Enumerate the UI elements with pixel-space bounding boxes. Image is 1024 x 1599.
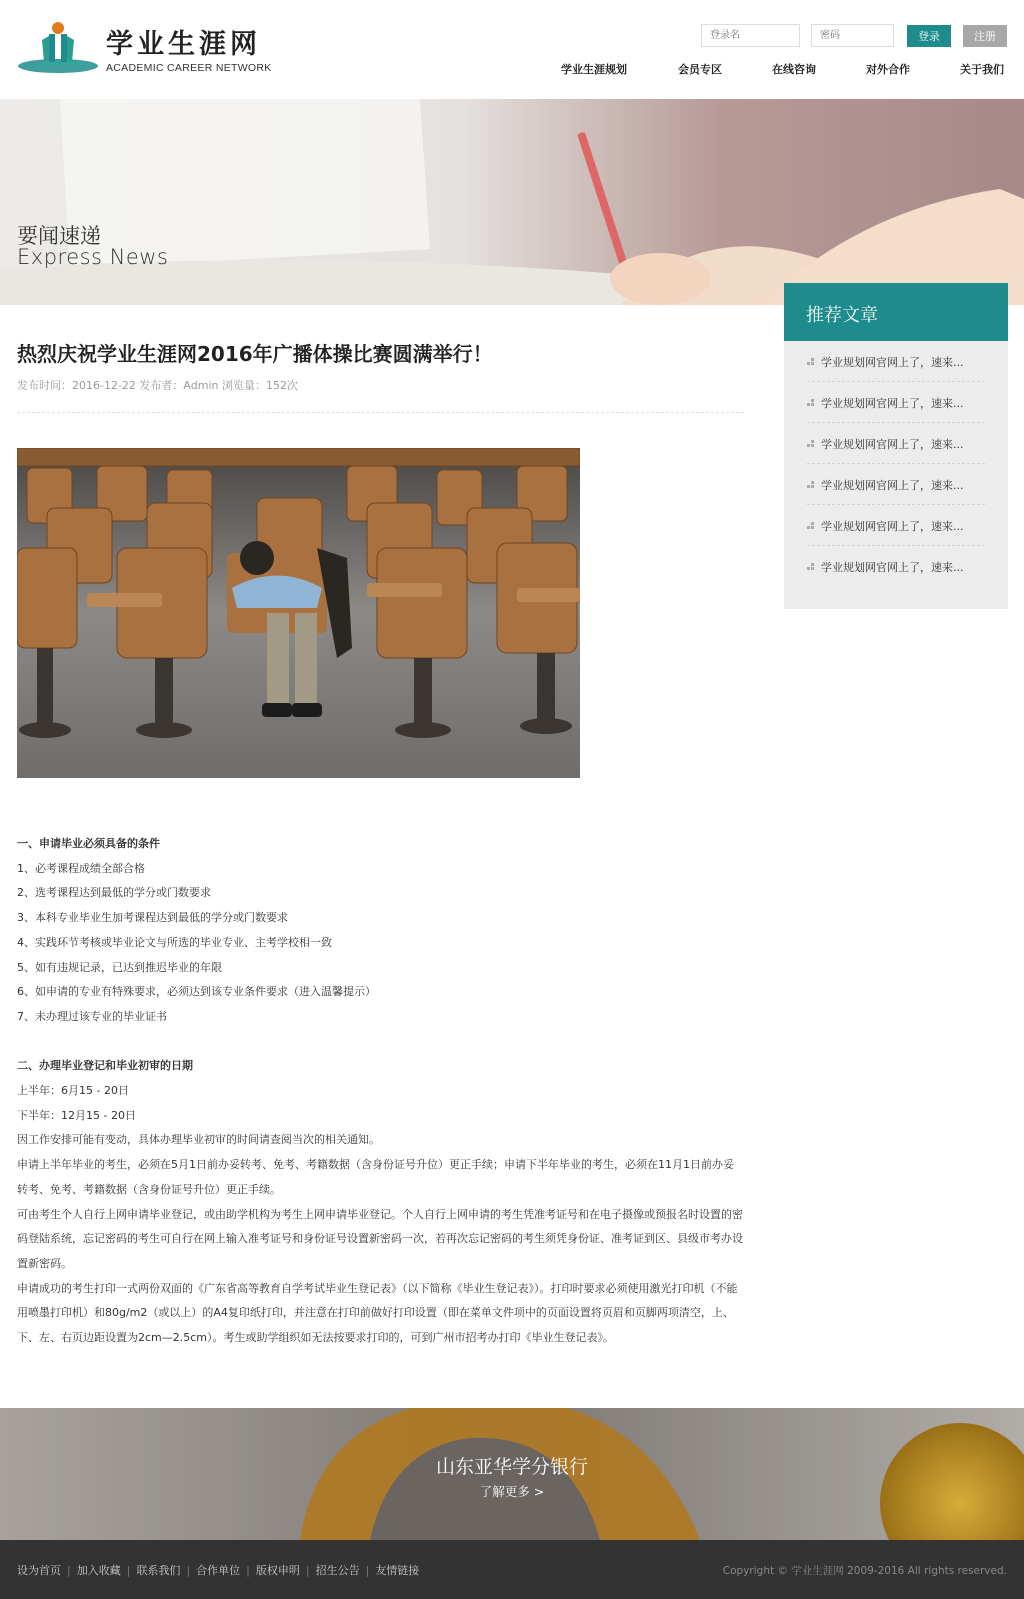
section-heading: 一、申请毕业必须具备的条件: [17, 837, 160, 850]
footer-link-favorite[interactable]: 加入收藏: [76, 1564, 121, 1577]
paragraph: 可由考生个人自行上网申请毕业登记，或由助学机构为考生上网申请毕业登记。个人自行上网申请的考生凭准考证号和在电子摄像或预报名时设置的密码登陆系统，忘记密码的考生可自行在网上输入准考证号和身份证号设置新密码一次，若再次忘记密码的考生须凭身份证、准考证到区、县级市考办设置新密码。: [17, 1207, 743, 1270]
paragraph: 申请上半年毕业的考生，必须在5月1日前办妥转考、免考、考籍数据（含身份证号升位）更正手续；申请下半年毕业的考生，必须在11月1日前办妥转考、免考、考籍数据（含身份证号升位）更正手续。: [17, 1158, 734, 1196]
recommended-item-label: 学业规划网官网上了，速来...: [821, 438, 964, 451]
learn-more-link[interactable]: 了解更多 >: [479, 1484, 545, 1499]
bullet-icon: [807, 522, 815, 530]
promo-banner[interactable]: [0, 1408, 1024, 1540]
hero-banner: [0, 99, 1024, 305]
classroom-photo: [17, 448, 580, 778]
site-footer: [0, 1540, 1024, 1599]
paragraph: 上半年：6月15 - 20日: [17, 1084, 129, 1098]
main-nav: [0, 61, 1024, 79]
recommended-item-label: 学业规划网官网上了，速来...: [821, 520, 964, 533]
nav-item-consult[interactable]: 在线咨询: [772, 63, 816, 76]
bullet-icon: [807, 481, 815, 489]
promo-title: 山东亚华学分银行: [435, 1456, 588, 1478]
bullet-icon: [807, 563, 815, 571]
site-header: [0, 0, 1024, 99]
article-photo: [17, 448, 580, 778]
footer-link-admissions[interactable]: 招生公告: [315, 1564, 360, 1577]
recommended-item[interactable]: [807, 546, 985, 587]
condition-item: 1、必考课程成绩全部合格: [17, 861, 145, 875]
banner-title-en: Express News: [17, 245, 169, 269]
recommended-item[interactable]: [807, 382, 985, 423]
separator: |: [186, 1564, 191, 1577]
divider: [17, 412, 744, 413]
password-input[interactable]: [811, 24, 894, 47]
paragraph: 因工作安排可能有变动，具体办理毕业初审的时间请查阅当次的相关通知。: [17, 1133, 380, 1147]
footer-links: [17, 1562, 419, 1578]
bullet-icon: [807, 440, 815, 448]
condition-item: 5、如有违规记录，已达到推迟毕业的年限: [17, 960, 222, 974]
footer-link-contact[interactable]: 联系我们: [136, 1564, 181, 1577]
banner-exam-photo: [0, 99, 1024, 305]
login-button[interactable]: 登录: [907, 25, 951, 47]
condition-item: 4、实践环节考核或毕业论文与所选的毕业专业、主考学校相一致: [17, 935, 332, 949]
footer-link-partners[interactable]: 合作单位: [196, 1564, 241, 1577]
recommended-item-label: 学业规划网官网上了，速来...: [821, 397, 964, 410]
recommended-item-label: 学业规划网官网上了，速来...: [821, 479, 964, 492]
bullet-icon: [807, 358, 815, 366]
condition-item: 6、如申请的专业有特殊要求，必须达到该专业条件要求（进入温馨提示）: [17, 985, 376, 999]
recommended-item-label: 学业规划网官网上了，速来...: [821, 561, 964, 574]
recommended-item[interactable]: [807, 423, 985, 464]
article-body: [17, 832, 744, 1351]
separator: |: [305, 1564, 310, 1577]
nav-item-cooperation[interactable]: 对外合作: [866, 63, 910, 76]
username-input[interactable]: [701, 24, 800, 47]
paragraph: 下半年：12月15 - 20日: [17, 1108, 136, 1122]
sidebar-title: 推荐文章: [784, 283, 1008, 341]
footer-link-copyright[interactable]: 版权申明: [255, 1564, 300, 1577]
article-title: 热烈庆祝学业生涯网2016年广播体操比赛圆满举行！: [17, 342, 493, 366]
nav-item-about[interactable]: 关于我们: [960, 63, 1004, 76]
section-heading: 二、办理毕业登记和毕业初审的日期: [17, 1059, 193, 1073]
paragraph: 申请成功的考生打印一式两份双面的《广东省高等教育自学考试毕业生登记表》（以下简称《毕业生登记表》）。打印时要求必须使用激光打印机（不能用喷墨打印机）和80g/m2（或以上）的A4复印纸打印，并注意在打印前做好打印设置（即在菜单文件项中的页面设置将页眉和页脚两项清空，上、下、左、右页边距设置为2cm—2.5cm）。考生或助学组织如无法按要求打印的，可到广州市招考办打印《毕业生登记表》。: [17, 1281, 738, 1345]
bullet-icon: [807, 399, 815, 407]
separator: |: [67, 1564, 71, 1577]
recommended-articles: [784, 283, 1008, 609]
logo-subtitle: ACADEMIC CAREER NETWORK: [106, 62, 272, 74]
register-button[interactable]: 注册: [963, 25, 1007, 47]
condition-item: 7、未办理过该专业的毕业证书: [17, 1009, 167, 1023]
banner-title-cn: 要闻速递: [17, 224, 101, 248]
article-meta: 发布时间：2016-12-22 发布者：Admin 浏览量：152次: [17, 379, 298, 392]
footer-link-friends[interactable]: 友情链接: [375, 1564, 420, 1577]
login-form: [697, 24, 1007, 47]
recommended-item[interactable]: [807, 464, 985, 505]
footer-link-homepage[interactable]: 设为首页: [17, 1564, 61, 1577]
recommended-item-label: 学业规划网官网上了，速来...: [821, 356, 964, 369]
recommended-list: [784, 341, 1008, 587]
recommended-item[interactable]: [807, 341, 985, 382]
recommended-item[interactable]: [807, 505, 985, 546]
separator: |: [126, 1564, 131, 1577]
separator: |: [246, 1564, 250, 1577]
nav-item-career-planning[interactable]: 学业生涯规划: [561, 63, 627, 76]
condition-item: 2、选考课程达到最低的学分或门数要求: [17, 886, 211, 900]
nav-item-members[interactable]: 会员专区: [678, 63, 722, 76]
condition-item: 3、本科专业毕业生加考课程达到最低的学分或门数要求: [17, 911, 288, 925]
logo-title: 学业生涯网: [106, 29, 261, 60]
copyright: Copyright © 学业生涯网 2009-2016 All rights reserved.: [722, 1565, 1007, 1577]
spacer: [17, 1030, 744, 1055]
separator: |: [365, 1564, 370, 1577]
